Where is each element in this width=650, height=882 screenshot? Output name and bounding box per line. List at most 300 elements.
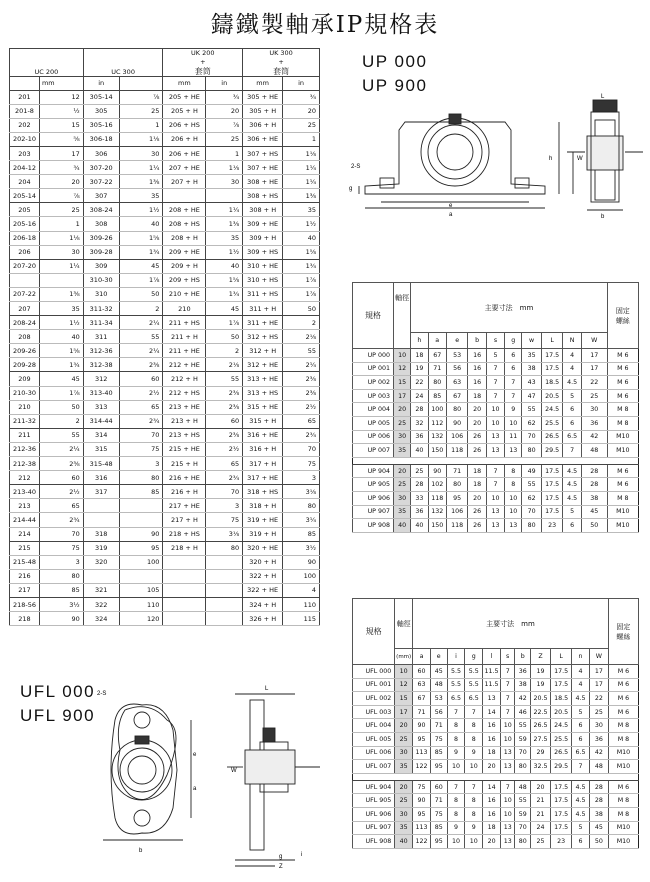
table-row xyxy=(353,491,639,505)
table-cell: 305 + H xyxy=(243,104,283,118)
table-cell: 1½ xyxy=(283,217,320,231)
up-header-fix-2: 螺絲 xyxy=(615,316,630,325)
table-cell: 12 xyxy=(394,362,411,376)
up-pillow-block-drawing xyxy=(345,90,645,260)
table-cell: 311 + H xyxy=(243,302,283,316)
ufl-header-fix xyxy=(608,599,638,665)
table-cell: 25 xyxy=(395,794,413,808)
up-model-label-2: UP 900 xyxy=(362,76,428,95)
table-cell: 6.5 xyxy=(465,692,483,706)
table-cell: 8 xyxy=(465,794,483,808)
table-cell: 18.5 xyxy=(551,692,572,706)
table-cell: 309 + HE xyxy=(243,217,283,231)
table-cell: 1⅞ xyxy=(39,386,83,400)
table-row xyxy=(353,478,639,492)
table-cell: 313 + HS xyxy=(243,386,283,400)
table-cell: 305 xyxy=(83,104,119,118)
table-cell: 1⅜ xyxy=(39,287,83,301)
up-label-e: e xyxy=(449,203,453,209)
table-cell: 10 xyxy=(465,760,483,774)
table-row xyxy=(10,485,320,499)
table-cell: 4 xyxy=(563,349,581,363)
table-cell: 80 xyxy=(522,444,541,458)
column-header: i xyxy=(447,649,465,665)
table-cell: 202 xyxy=(10,118,40,132)
table-cell: 25 xyxy=(394,478,411,492)
table-cell: 311 + HE xyxy=(243,316,283,330)
table-cell: M 6 xyxy=(608,692,638,706)
table-row xyxy=(10,118,320,132)
table-cell: 3½ xyxy=(39,597,83,611)
table-cell: 207-20 xyxy=(10,259,40,273)
table-cell: 90 xyxy=(428,464,446,478)
table-cell: 20 xyxy=(394,403,411,417)
table-cell: 321 xyxy=(83,583,119,597)
table-cell: 8 xyxy=(447,807,465,821)
table-cell: 214 xyxy=(10,527,40,541)
table-cell: 6 xyxy=(563,519,581,533)
table-cell: 215-48 xyxy=(10,555,40,569)
table-cell: 80 xyxy=(283,499,320,513)
table-cell: 27.5 xyxy=(531,732,551,746)
table-cell: 3 xyxy=(39,555,83,569)
table-row xyxy=(353,678,639,692)
header-uk300 xyxy=(243,49,320,77)
table-cell: 1¼ xyxy=(283,175,320,189)
table-cell: 1¾ xyxy=(206,287,243,301)
table-cell: 50 xyxy=(206,330,243,344)
table-cell: 95 xyxy=(430,760,447,774)
table-cell: 55 xyxy=(39,428,83,442)
header-mm: mm xyxy=(39,76,83,90)
table-cell: 38 xyxy=(515,678,531,692)
up-header-fix xyxy=(607,283,638,349)
page-title: 鑄鐵製軸承IP規格表 xyxy=(210,12,440,38)
table-cell: 29 xyxy=(531,746,551,760)
table-cell: 40 xyxy=(206,259,243,273)
table-cell: 309-28 xyxy=(83,245,119,259)
table-cell: 26.5 xyxy=(551,746,572,760)
table-cell: 85 xyxy=(39,583,83,597)
table-cell: 25 xyxy=(394,416,411,430)
table-cell: 209-26 xyxy=(10,344,40,358)
table-cell: 60 xyxy=(430,780,447,794)
table-cell: 14 xyxy=(483,780,501,794)
table-cell: 90 xyxy=(119,527,163,541)
table-cell: 1⅜ xyxy=(119,175,163,189)
table-cell: 30 xyxy=(39,245,83,259)
table-cell: 206 + H xyxy=(163,132,206,146)
table-cell: M 6 xyxy=(607,464,638,478)
table-cell: 1¼ xyxy=(119,161,163,175)
table-cell: 95 xyxy=(119,541,163,555)
table-cell: 211 xyxy=(10,428,40,442)
table-cell: 56 xyxy=(446,362,468,376)
table-cell: 308 + HE xyxy=(243,175,283,189)
table-cell: ¾ xyxy=(206,90,243,104)
table-cell: 205-16 xyxy=(10,217,40,231)
table-cell: 90 xyxy=(446,416,468,430)
table-cell: 70 xyxy=(515,821,531,835)
table-cell: 2½ xyxy=(206,442,243,456)
table-cell: 59 xyxy=(515,807,531,821)
table-cell: 11 xyxy=(505,430,522,444)
table-cell: 312 + H xyxy=(243,344,283,358)
table-cell: 315 + HE xyxy=(243,400,283,414)
up-spec-table xyxy=(352,282,639,533)
table-cell: 317 + H xyxy=(243,457,283,471)
table-cell: 100 xyxy=(283,569,320,583)
table-cell: 2¼ xyxy=(119,344,163,358)
table-cell: UFL 006 xyxy=(353,746,395,760)
table-cell: 3¼ xyxy=(283,513,320,527)
table-cell: UFL 001 xyxy=(353,678,395,692)
table-cell: 40 xyxy=(411,444,428,458)
table-cell: 7 xyxy=(505,376,522,390)
table-cell: 1⅛ xyxy=(39,231,83,245)
table-cell: 215 + HE xyxy=(163,442,206,456)
table-cell: 62 xyxy=(522,491,541,505)
table-cell: 29.5 xyxy=(541,444,563,458)
table-cell: UP 907 xyxy=(353,505,394,519)
table-cell: 320 xyxy=(83,555,119,569)
table-cell: 1¾ xyxy=(119,245,163,259)
table-cell: 17 xyxy=(589,678,608,692)
table-cell: 4.5 xyxy=(572,692,590,706)
table-cell: 30 xyxy=(581,403,607,417)
table-cell: 8 xyxy=(505,464,522,478)
table-cell: 206-18 xyxy=(10,231,40,245)
table-cell: 7 xyxy=(500,678,514,692)
up-header-dims: 主要寸法 mm xyxy=(411,283,607,333)
table-cell: 53 xyxy=(430,692,447,706)
table-row xyxy=(353,719,639,733)
ufl-label-i: i xyxy=(301,852,303,858)
table-row xyxy=(10,189,320,203)
table-cell xyxy=(119,513,163,527)
table-cell: 35 xyxy=(283,203,320,217)
table-cell: 310 + HE xyxy=(243,259,283,273)
table-cell: 15 xyxy=(394,376,411,390)
table-cell: 17 xyxy=(581,349,607,363)
table-cell: 62 xyxy=(522,416,541,430)
table-cell: 43 xyxy=(522,376,541,390)
table-cell: 10 xyxy=(394,349,411,363)
table-cell: 20 xyxy=(395,780,413,794)
table-cell: 71 xyxy=(413,705,431,719)
up-label-g: g xyxy=(349,186,353,192)
table-cell: 60 xyxy=(413,665,431,679)
table-cell: 311-34 xyxy=(83,316,119,330)
table-cell: 308 + H xyxy=(243,203,283,217)
table-cell: 322 xyxy=(83,597,119,611)
table-cell: 20 xyxy=(531,780,551,794)
up-label-b: b xyxy=(601,214,605,220)
table-cell: 20 xyxy=(395,719,413,733)
uk300-label: UK 300 xyxy=(269,49,293,57)
table-row xyxy=(10,612,320,626)
table-cell: M 8 xyxy=(607,491,638,505)
table-cell: 16 xyxy=(468,362,486,376)
column-header: a xyxy=(413,649,431,665)
ufl-header-fix-2: 螺絲 xyxy=(616,632,631,641)
table-cell: 211-32 xyxy=(10,414,40,428)
table-cell: 71 xyxy=(430,794,447,808)
table-cell: 307 xyxy=(83,189,119,203)
table-cell: 213 xyxy=(10,499,40,513)
table-cell: 122 xyxy=(413,835,431,849)
table-cell: 6 xyxy=(563,403,581,417)
table-cell: 17.5 xyxy=(541,464,563,478)
table-cell: 45 xyxy=(206,302,243,316)
ufl-flange-bearing-drawing xyxy=(95,680,325,870)
table-cell: 17.5 xyxy=(541,349,563,363)
table-cell xyxy=(163,555,206,569)
table-cell: M 6 xyxy=(608,678,638,692)
ufl-model-label-1: UFL 000 xyxy=(20,682,96,701)
table-cell: 8 xyxy=(505,478,522,492)
table-cell: 2¼ xyxy=(119,316,163,330)
table-cell: M10 xyxy=(607,519,638,533)
table-cell: UFL 007 xyxy=(353,760,395,774)
table-cell: 4 xyxy=(283,583,320,597)
table-cell: 8 xyxy=(447,719,465,733)
table-cell: 26 xyxy=(468,430,486,444)
table-cell: 115 xyxy=(283,612,320,626)
table-cell: 217 + H xyxy=(163,513,206,527)
table-cell: 36 xyxy=(411,430,428,444)
column-header: L xyxy=(541,333,563,349)
uk200-plus: + xyxy=(200,58,206,66)
table-cell: 24.5 xyxy=(541,403,563,417)
uk300-sleeve: 套筒 xyxy=(273,67,290,76)
table-row xyxy=(10,231,320,245)
table-cell: 67 xyxy=(446,389,468,403)
table-cell: 218 xyxy=(10,612,40,626)
table-cell: 25 xyxy=(39,203,83,217)
header-uc300: UC 300 xyxy=(83,49,163,77)
table-cell: 13 xyxy=(500,760,514,774)
ufl-model-label-2: UFL 900 xyxy=(20,706,96,725)
column-header: b xyxy=(468,333,486,349)
table-cell: 24 xyxy=(531,821,551,835)
table-cell: 211 + H xyxy=(163,330,206,344)
table-cell: 2⅜ xyxy=(206,428,243,442)
table-cell: 118 xyxy=(446,444,468,458)
table-cell: 110 xyxy=(119,597,163,611)
table-row xyxy=(353,430,639,444)
table-cell: 8 xyxy=(465,807,483,821)
table-cell: 70 xyxy=(119,428,163,442)
table-cell: 38 xyxy=(522,362,541,376)
column-header: h xyxy=(411,333,428,349)
table-cell: 132 xyxy=(428,505,446,519)
table-cell: 211 + HE xyxy=(163,344,206,358)
column-header: s xyxy=(500,649,514,665)
table-cell: 206 xyxy=(10,245,40,259)
table-cell: 215 + H xyxy=(163,457,206,471)
table-cell: 9 xyxy=(505,403,522,417)
table-cell: 322 + H xyxy=(243,569,283,583)
table-cell: 2¼ xyxy=(39,442,83,456)
table-cell: UP 005 xyxy=(353,416,394,430)
table-cell: 207 + H xyxy=(163,175,206,189)
table-cell: 30 xyxy=(395,807,413,821)
header-in: in xyxy=(83,76,119,90)
separator-cell xyxy=(353,773,639,780)
table-cell: UFL 905 xyxy=(353,794,395,808)
table-cell: 42 xyxy=(589,746,608,760)
table-cell: 100 xyxy=(428,403,446,417)
table-cell: 80 xyxy=(119,471,163,485)
table-cell: M 6 xyxy=(608,665,638,679)
table-cell: 8 xyxy=(447,732,465,746)
table-cell: 25 xyxy=(581,389,607,403)
table-cell xyxy=(163,569,206,583)
table-cell: 46 xyxy=(515,705,531,719)
table-cell: ¾ xyxy=(39,161,83,175)
table-cell: 17.5 xyxy=(551,678,572,692)
table-cell: 90 xyxy=(39,612,83,626)
ufl-header-fix-1: 固定 xyxy=(616,622,631,631)
table-cell: 80 xyxy=(39,569,83,583)
table-cell: 307-22 xyxy=(83,175,119,189)
table-cell: 70 xyxy=(515,746,531,760)
table-cell: 210 + HE xyxy=(163,287,206,301)
table-cell: 17.5 xyxy=(551,794,572,808)
table-cell: 317 xyxy=(83,485,119,499)
column-header: g xyxy=(505,333,522,349)
table-cell: 208-24 xyxy=(10,316,40,330)
column-header: w xyxy=(522,333,541,349)
table-cell: 10 xyxy=(500,794,514,808)
table-cell: 209 + HS xyxy=(163,273,206,287)
table-row xyxy=(10,372,320,386)
table-cell: 312-38 xyxy=(83,358,119,372)
column-header: W xyxy=(589,649,608,665)
table-cell xyxy=(39,273,83,287)
table-cell: 1⅝ xyxy=(283,245,320,259)
table-row xyxy=(353,807,639,821)
table-cell: 5 xyxy=(563,389,581,403)
table-cell: 120 xyxy=(119,612,163,626)
table-cell: 2⅜ xyxy=(206,400,243,414)
table-cell: 209 + HE xyxy=(163,245,206,259)
table-cell: 32.5 xyxy=(531,760,551,774)
table-cell: 55 xyxy=(515,794,531,808)
table-row xyxy=(10,569,320,583)
table-cell: M 6 xyxy=(608,705,638,719)
table-row xyxy=(353,835,639,849)
table-cell: 209 xyxy=(10,372,40,386)
table-cell: 106 xyxy=(446,505,468,519)
table-cell: 75 xyxy=(413,780,431,794)
table-cell: 201 xyxy=(10,90,40,104)
table-cell: 22.5 xyxy=(531,705,551,719)
ufl-label-w: W xyxy=(231,768,237,774)
table-cell: 310 xyxy=(83,287,119,301)
table-cell: 22 xyxy=(581,376,607,390)
table-cell xyxy=(83,513,119,527)
table-cell: 8 xyxy=(465,732,483,746)
table-cell: 25 xyxy=(119,104,163,118)
table-separator xyxy=(353,773,639,780)
table-cell: 113 xyxy=(413,821,431,835)
table-cell: 208 xyxy=(10,330,40,344)
table-cell: UFL 000 xyxy=(353,665,395,679)
column-header: a xyxy=(428,333,446,349)
table-cell: 17.5 xyxy=(541,362,563,376)
table-cell: UP 905 xyxy=(353,478,394,492)
table-cell: 208 + HS xyxy=(163,217,206,231)
table-cell: 6 xyxy=(505,362,522,376)
table-cell: 80 xyxy=(446,478,468,492)
table-cell: 17.5 xyxy=(541,505,563,519)
table-cell: 20 xyxy=(468,403,486,417)
table-cell: 36 xyxy=(581,416,607,430)
table-cell: 35 xyxy=(522,349,541,363)
table-cell: 20 xyxy=(283,104,320,118)
table-cell: 18 xyxy=(468,464,486,478)
table-cell: 1⅝ xyxy=(39,344,83,358)
table-cell: 207 + HE xyxy=(163,161,206,175)
table-cell: 40 xyxy=(119,217,163,231)
table-cell: 85 xyxy=(283,527,320,541)
table-cell: 10 xyxy=(486,403,504,417)
table-cell: 16 xyxy=(483,719,501,733)
table-cell: 320 + HE xyxy=(243,541,283,555)
ufl-label-s: 2-S xyxy=(97,691,107,697)
table-row xyxy=(10,386,320,400)
table-cell: M 6 xyxy=(607,376,638,390)
table-cell: 13 xyxy=(483,692,501,706)
table-cell: 85 xyxy=(428,389,446,403)
table-row xyxy=(10,104,320,118)
table-cell: 1⅛ xyxy=(206,161,243,175)
table-cell: 7 xyxy=(486,376,504,390)
table-cell: 36 xyxy=(515,665,531,679)
table-cell: 29.5 xyxy=(551,760,572,774)
table-row xyxy=(10,513,320,527)
table-cell: 205 + H xyxy=(163,104,206,118)
table-cell: 5.5 xyxy=(465,665,483,679)
table-cell: 1⅝ xyxy=(119,231,163,245)
table-row xyxy=(353,705,639,719)
table-cell: 215 xyxy=(10,541,40,555)
column-header: l xyxy=(483,649,501,665)
table-cell: 60 xyxy=(206,414,243,428)
table-row xyxy=(10,541,320,555)
table-cell: 319 xyxy=(83,541,119,555)
table-cell: 28 xyxy=(581,478,607,492)
ufl-label-l: L xyxy=(265,686,269,692)
table-row xyxy=(10,597,320,611)
table-cell: ⅝ xyxy=(39,132,83,146)
table-cell: 2⅜ xyxy=(119,358,163,372)
table-cell: 110 xyxy=(283,597,320,611)
table-cell: 59 xyxy=(515,732,531,746)
table-cell: 1½ xyxy=(39,316,83,330)
table-cell: 1⅞ xyxy=(283,273,320,287)
table-cell: 40 xyxy=(394,519,411,533)
table-cell: 213 + HE xyxy=(163,400,206,414)
table-cell: 1⅛ xyxy=(283,146,320,160)
table-row xyxy=(10,400,320,414)
table-cell: 13 xyxy=(486,505,504,519)
table-cell: 22 xyxy=(589,692,608,706)
table-cell: 4.5 xyxy=(563,491,581,505)
table-cell: M 8 xyxy=(608,794,638,808)
